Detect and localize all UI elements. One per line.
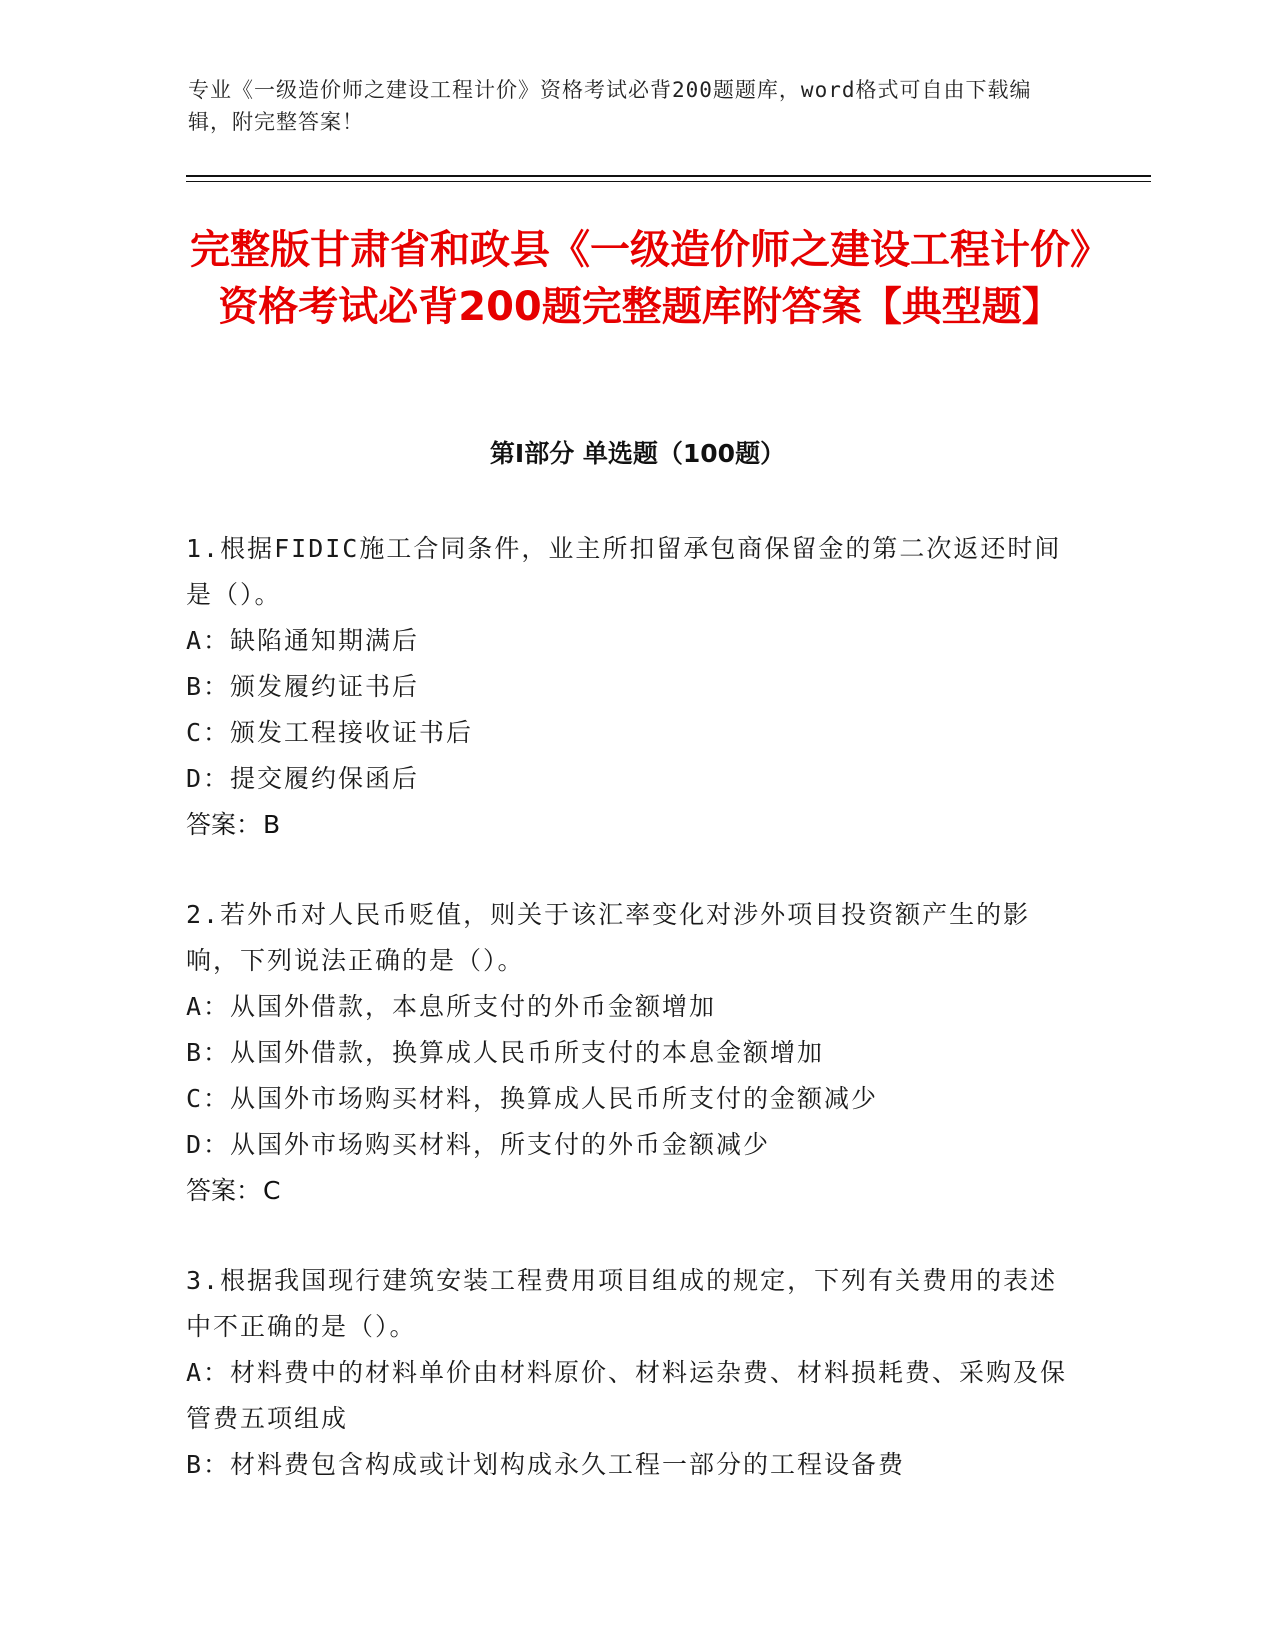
section-heading: 第Ⅰ部分 单选题（100题） — [489, 439, 786, 468]
question-stem: 3.根据我国现行建筑安装工程费用项目组成的规定，下列有关费用的表述中不正确的是（）。 — [186, 1266, 1058, 1341]
question-list — [186, 526, 1076, 1532]
option-b: B：从国外借款，换算成人民币所支付的本息金额增加 — [186, 1038, 825, 1067]
answer-line — [186, 802, 1076, 848]
option-d: D：从国外市场购买材料，所支付的外币金额减少 — [186, 1130, 771, 1159]
header-divider-thick — [186, 175, 1151, 177]
option-b: B：颁发履约证书后 — [186, 672, 420, 701]
answer-value: C — [263, 1176, 281, 1205]
question-2 — [186, 892, 1076, 1214]
answer-value: B — [263, 810, 281, 839]
option-d: D：提交履约保函后 — [186, 764, 420, 793]
answer-line — [186, 1168, 1076, 1214]
option-a: A：缺陷通知期满后 — [186, 626, 420, 655]
option-c: C：颁发工程接收证书后 — [186, 718, 474, 747]
option-c: C：从国外市场购买材料，换算成人民币所支付的金额减少 — [186, 1084, 879, 1113]
option-a: A：从国外借款，本息所支付的外币金额增加 — [186, 992, 717, 1021]
header-divider-thin — [186, 181, 1151, 182]
answer-label: 答案： — [186, 810, 262, 839]
question-stem: 1.根据FIDIC施工合同条件，业主所扣留承包商保留金的第二次返还时间是（）。 — [186, 534, 1062, 609]
header-note: 专业《一级造价师之建设工程计价》资格考试必背200题题库，word格式可自由下载编辑，附完整答案！ — [188, 78, 1032, 134]
document-title: 完整版甘肃省和政县《一级造价师之建设工程计价》资格考试必背200题完整题库附答案【典型题】 — [190, 227, 1090, 330]
answer-label: 答案： — [186, 1176, 262, 1205]
question-stem: 2.若外币对人民币贬值，则关于该汇率变化对涉外项目投资额产生的影响，下列说法正确的是（）。 — [186, 900, 1031, 975]
question-1 — [186, 526, 1076, 848]
option-b: B：材料费包含构成或计划构成永久工程一部分的工程设备费 — [186, 1450, 906, 1479]
option-a: A：材料费中的材料单价由材料原价、材料运杂费、材料损耗费、采购及保管费五项组成 — [186, 1358, 1068, 1433]
question-3 — [186, 1258, 1076, 1488]
